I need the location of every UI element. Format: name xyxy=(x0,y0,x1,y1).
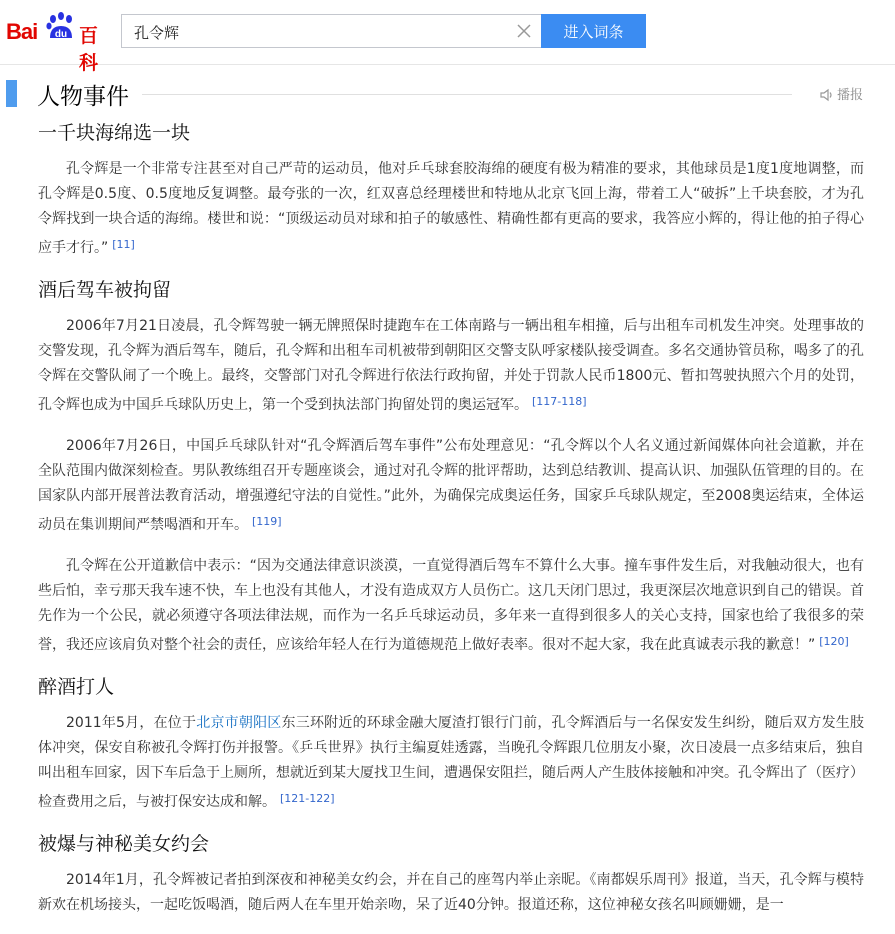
section-divider xyxy=(142,94,792,95)
event-section xyxy=(38,674,864,815)
citation-ref[interactable]: [121-122] xyxy=(280,792,335,805)
event-section xyxy=(38,120,864,261)
section-accent-bar xyxy=(6,80,17,107)
event-title: 被爆与神秘美女约会 xyxy=(38,833,210,855)
broadcast-label: 播报 xyxy=(837,88,864,103)
citation-ref[interactable]: [11] xyxy=(112,238,135,251)
event-title: 酒后驾车被拘留 xyxy=(38,279,172,301)
search-input[interactable] xyxy=(132,15,506,49)
section-title: 人物事件 xyxy=(37,84,129,110)
top-bar xyxy=(0,0,895,74)
enter-entry-button[interactable]: 进入词条 xyxy=(541,14,646,48)
article-content xyxy=(38,120,864,934)
event-paragraph: 2014年1月，孔令辉被记者拍到深夜和神秘美女约会，并在自己的座驾内举止亲昵。《南都娱乐周刊》报道，当天，孔令辉与模特新欢在机场接头，一起吃饭喝酒，随后两人在车里开始亲吻，呆了近40分钟。报道还称，这位神秘女孩名叫顾姗姗，是一 xyxy=(38,872,864,913)
event-section xyxy=(38,277,864,658)
event-title: 醉酒打人 xyxy=(38,676,115,698)
logo-bai-text: Bai xyxy=(6,19,38,44)
paw-icon xyxy=(44,12,78,42)
baidu-baike-logo[interactable] xyxy=(6,10,114,74)
speaker-icon xyxy=(820,88,834,102)
event-paragraph: 孔令辉在公开道歉信中表示：“因为交通法律意识淡漠，一直觉得酒后驾车不算什么大事。撞车事件发生后，对我触动很大，也有些后怕，幸亏那天我车速不快，车上也没有其他人，才没有造成双方人员伤亡。这几天闭门思过，我更深层次地意识到自己的错误。首先作为一个公民，就必须遵守各项法律法规，而作为一名乒乓球运动员，多年来一直得到很多人的关心支持，国家也给了我很多的荣誉，我还应该肩负对整个社会的责任，应该给年轻人在行为道德规范上做好表率。很对不起大家，我在此真诚表示我的歉意！” [120] xyxy=(38,558,864,653)
event-section xyxy=(38,831,864,918)
event-paragraph: 2006年7月26日，中国乒乓球队针对“孔令辉酒后驾车事件”公布处理意见：“孔令辉以个人名义通过新闻媒体向社会道歉，并在全队范围内做深刻检查。男队教练组召开专题座谈会，通过对孔令辉的批评帮助，达到总结教训、提高认识、加强队伍管理的目的。在国家队内部开展普法教育活动，增强遵纪守法的自觉性。”此外，为确保完成奥运任务，国家乒乓球队规定，至2008奥运结束，全体运动员在集训期间严禁喝酒和开车。 [119] xyxy=(38,438,864,533)
event-paragraph: 孔令辉是一个非常专注甚至对自己严苛的运动员，他对乒乓球套胶海绵的硬度有极为精准的要求，其他球员是1度1度地调整，而孔令辉是0.5度、0.5度地反复调整。最夸张的一次，红双喜总经理楼世和特地从北京飞回上海，带着工人“破拆”上千块套胶，才为孔令辉找到一块合适的海绵。楼世和说：“顶级运动员对球和拍子的敏感性、精确性都有更高的要求，我答应小辉的，得让他的拍子得心应手才行。” [11] xyxy=(38,161,864,256)
location-link[interactable]: 北京市朝阳区 xyxy=(196,715,282,731)
citation-ref[interactable]: [120] xyxy=(819,635,849,648)
search-box xyxy=(121,14,541,48)
event-paragraph: 2011年5月，在位于北京市朝阳区东三环附近的环球金融大厦渣打银行门前，孔令辉酒后与一名保安发生纠纷，随后双方发生肢体冲突，保安自称被孔令辉打伤并报警。《乒乓世界》执行主编夏娃透露，当晚孔令辉跟几位朋友小聚，次日凌晨一点多结束后，独自叫出租车回家，因下车后急于上厕所，想就近到某大厦找卫生间，遭遇保安阻拦，随后两人产生肢体接触和冲突。孔令辉出了（医疗）检查费用之后，与被打保安达成和解。 [121-122] xyxy=(38,715,864,810)
logo-baike-text: 百科 xyxy=(79,25,99,74)
broadcast-button[interactable] xyxy=(820,84,863,103)
citation-ref[interactable]: [119] xyxy=(252,515,282,528)
clear-icon[interactable] xyxy=(517,24,531,38)
event-title: 一千块海绵选一块 xyxy=(38,122,191,144)
event-paragraph: 2006年7月21日凌晨，孔令辉驾驶一辆无牌照保时捷跑车在工体南路与一辆出租车相撞，后与出租车司机发生冲突。处理事故的交警发现，孔令辉为酒后驾车，随后，孔令辉和出租车司机被带到朝阳区交警支队呼家楼队接受调查。多名交通协管员称，喝多了的孔令辉在交警队闹了一个晚上。最终，交警部门对孔令辉进行依法行政拘留，并处于罚款人民币1800元、暂扣驾驶执照六个月的处罚，孔令辉也成为中国乒乓球队历史上，第一个受到执法部门拘留处罚的奥运冠军。 [117-118] xyxy=(38,318,864,413)
section-header xyxy=(0,80,895,110)
citation-ref[interactable]: [117-118] xyxy=(532,395,587,408)
logo-du-text: du xyxy=(54,29,68,40)
